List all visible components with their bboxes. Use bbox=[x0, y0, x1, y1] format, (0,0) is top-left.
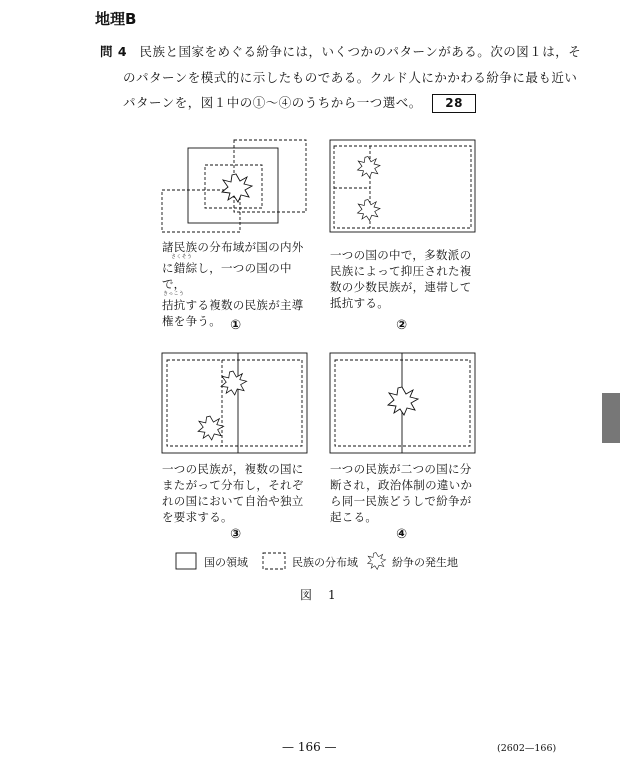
legend-ethnic-label: 民族の分布域 bbox=[292, 556, 358, 569]
conflict-burst-icon bbox=[358, 157, 381, 178]
legend-conflict-label: 紛争の発生地 bbox=[392, 556, 458, 569]
pattern-4-description: 一つの民族が二つの国に分 断され，政治体制の違いか ら同一民族どうしで紛争が 起こる。 bbox=[330, 462, 473, 524]
diagram-2 bbox=[330, 140, 475, 232]
pattern-4-number: ④ bbox=[396, 527, 408, 542]
pattern-2-description: 一つの国の中で，多数派の 民族によって抑圧された複 数の少数民族が，連帯して 抵抗する。 bbox=[330, 248, 472, 310]
page-number: — 166 — bbox=[282, 740, 337, 754]
diagram-3 bbox=[162, 353, 307, 453]
pattern-1-number: ① bbox=[230, 318, 242, 333]
answer-box: 28 bbox=[432, 94, 476, 113]
diagram-4 bbox=[330, 353, 475, 453]
subject-title: 地理B bbox=[95, 10, 137, 28]
conflict-burst-icon bbox=[222, 174, 252, 202]
conflict-burst-icon bbox=[358, 200, 381, 221]
diagram-1 bbox=[162, 140, 306, 232]
page-edge-tab bbox=[602, 393, 620, 443]
question-line-2: のパターンを模式的に示したものである。クルド人にかかわる紛争に最も近い bbox=[123, 70, 578, 85]
legend-country-label: 国の領域 bbox=[204, 556, 248, 569]
figure-caption: 図 1 bbox=[300, 588, 338, 602]
pattern-3-number: ③ bbox=[230, 527, 242, 542]
pattern-1-description: 諸民族の分布域が国の内外 さくそう に錯綜し，一つの国の中で， きっこう 拮抗する複数の民族が主導 権を争う。 bbox=[162, 240, 304, 328]
document-code: (2602—166) bbox=[497, 743, 557, 754]
conflict-burst-icon bbox=[368, 553, 386, 570]
conflict-burst-icon bbox=[388, 387, 418, 415]
pattern-2-number: ② bbox=[396, 318, 408, 333]
conflict-burst-icon bbox=[221, 371, 247, 395]
ethnic-distribution-icon bbox=[263, 553, 285, 569]
country-territory-icon bbox=[176, 553, 196, 569]
question-text-3: パターンを，図１中の①～④のうちから一つ選べ。 bbox=[123, 95, 422, 110]
conflict-burst-icon bbox=[198, 416, 224, 440]
pattern-3-description: 一つの民族が，複数の国に またがって分布し，それぞ れの国において自治や独立 を要求する。 bbox=[162, 462, 304, 524]
question-text-1: 民族と国家をめぐる紛争には，いくつかのパターンがある。次の図１は，そ bbox=[139, 44, 582, 59]
question-number: 問 4 bbox=[100, 44, 128, 59]
